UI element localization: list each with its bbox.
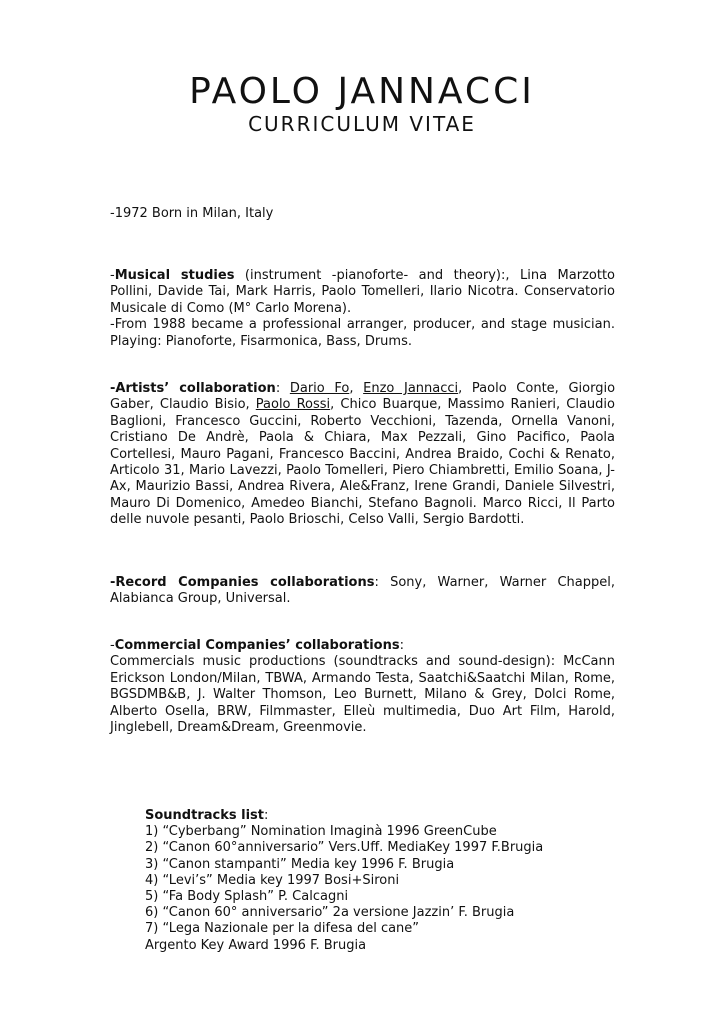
record-companies-section [110,575,615,608]
commercial-heading: Commercial Companies’ collaborations [114,638,400,653]
commercial-colon: : [399,638,404,653]
soundtrack-item: 7) “Lega Nazionale per la difesa del cane” [145,921,420,937]
soundtrack-item: 4) “Levi’s” Media key 1997 Bosi+Sironi [145,872,400,888]
career-start-paragraph: -From 1988 became a professional arranger, producer, and stage musician. Playing: Pianoforte, Fisarmonica, Bass, Drums. [110,317,615,349]
commercial-heading-line [110,638,615,654]
artists-colon: : [275,381,290,396]
soundtracks-section [145,808,605,954]
musical-studies-heading: Musical studies [114,268,235,283]
document-subtitle: CURRICULUM VITAE [248,112,476,136]
soundtracks-colon: : [264,808,269,823]
artist-link-enzo-jannacci[interactable]: Enzo Jannacci [363,381,459,396]
artists-text-2: , Chico Buarque, Massimo Ranieri, Claudio Baglioni, Francesco Guccini, Roberto Vecchioni, Tazenda, Ornella Vanoni, Cristiano De Andrè, Paola & Chiara, Max Pezzali, Gino Pacifico, Paola Cortellesi, Mauro Pagani, Francesco Baccini, Andrea Braido, Cochi & Renato, Articolo 31, Mario Lavezzi, Paolo Tomelleri, Piero Chiambretti, Emilio Soana, J-Ax, Maurizio Bassi, Andrea Rivera, Ale&Franz, Irene Grandi, Daniele Silvestri, Mauro Di Domenico, Amedeo Bianchi, Stefano Bagnoli. Marco Ricci, Il Parto delle nuvole pesanti, Paolo Brioschi, Celso Valli, Sergio Bardotti. [110,397,615,528]
soundtrack-item: 2) “Canon 60°anniversario” Vers.Uff. MediaKey 1997 F.Brugia [145,840,544,856]
record-companies-text: : Sony, Warner, Warner Chappel, Alabianca Group, Universal. [110,575,616,607]
soundtracks-heading: Soundtracks list [145,808,264,823]
artists-section [110,381,615,529]
musical-prefix: - [110,268,115,283]
soundtracks-heading-line [145,808,605,824]
soundtrack-item: Argento Key Award 1996 F. Brugia [145,937,367,953]
soundtrack-item: 6) “Canon 60° anniversario” 2a versione Jazzin’ F. Brugia [145,905,515,921]
artist-link-dario-fo[interactable]: Dario Fo [289,381,350,396]
musical-studies-paragraph [110,268,615,317]
artist-link-paolo-rossi[interactable]: Paolo Rossi [255,397,331,413]
musical-studies-section [110,268,615,350]
person-name: PAOLO JANNACCI [189,71,535,112]
commercial-body: Commercials music productions (soundtracks and sound-design): McCann Erickson London/Milan, TBWA, Armando Testa, Saatchi&Saatchi Milan, Rome, BGSDMB&B, J. Walter Thomson, Leo Burnett, Milano & Grey, Dolci Rome, Alberto Osella, BRW, Filmmaster, Elleù multimedia, Duo Art Film, Harold, Jinglebell, Dream&Dream, Greenmovie. [110,654,615,736]
artists-heading: -Artists’ collaboration [110,381,276,396]
soundtrack-item: 5) “Fa Body Splash” P. Calcagni [145,889,349,905]
record-companies-heading: -Record Companies collaborations [110,575,375,590]
artists-separator: , [349,381,364,396]
musical-studies-text: (instrument -pianoforte- and theory):, Lina Marzotto Pollini, Davide Tai, Mark Harris, Paolo Tomelleri, Ilario Nicotra. Conservatorio Musicale di Como (M° Carlo Morena). [110,268,615,316]
soundtrack-item: 3) “Canon stampanti” Media key 1996 F. Brugia [145,856,455,872]
artists-text-1: , Paolo Conte, Giorgio Gaber, Claudio Bisio, [110,381,616,413]
soundtrack-item: 1) “Cyberbang” Nomination Imaginà 1996 GreenCube [145,824,497,840]
commercial-companies-section [110,638,615,736]
born-line: -1972 Born in Milan, Italy [110,206,274,221]
commercial-prefix: - [110,638,115,653]
